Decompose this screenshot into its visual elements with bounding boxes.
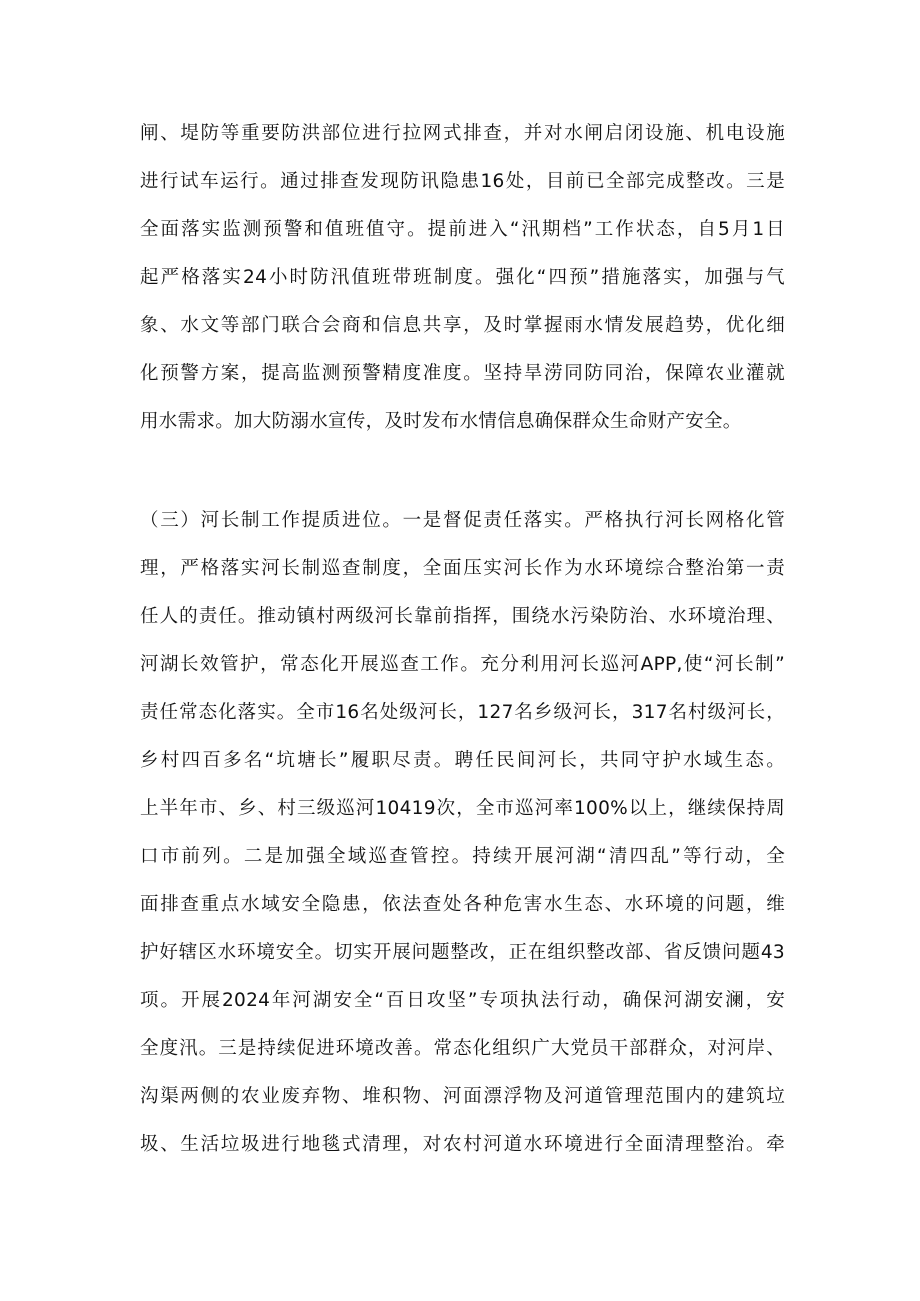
text-line: 进行试车运行。通过排查发现防讯隐患16处，目前已全部完成整改。三是	[140, 171, 785, 192]
text-line: 口市前列。二是加强全域巡查管控。持续开展河湖“清四乱”等行动，全	[140, 846, 785, 867]
text-line: 沟渠两侧的农业废弃物、堆积物、河面漂浮物及河道管理范围内的建筑垃	[140, 1086, 785, 1107]
paragraph-flood-prevention	[140, 110, 785, 446]
text-line: 责任常态化落实。全市16名处级河长，127名乡级河长，317名村级河长，	[140, 702, 785, 723]
text-line: 化预警方案，提高监测预警精度准度。坚持旱涝同防同治，保障农业灌就	[140, 363, 785, 384]
text-line: 理，严格落实河长制巡查制度，全面压实河长作为水环境综合整治第一责	[140, 558, 785, 579]
text-line: 起严格落实24小时防汛值班带班制度。强化“四预”措施落实，加强与气	[140, 267, 785, 288]
text-line: 护好辖区水环境安全。切实开展问题整改，正在组织整改部、省反馈问题43	[140, 942, 785, 963]
text-line: 闸、堤防等重要防洪部位进行拉网式排查，并对水闸启闭设施、机电设施	[140, 123, 785, 144]
text-line: 任人的责任。推动镇村两级河长靠前指挥，围绕水污染防治、水环境治理、	[140, 606, 785, 627]
text-line: 用水需求。加大防溺水宣传，及时发布水情信息确保群众生命财产安全。	[140, 411, 742, 432]
text-line: 面排查重点水域安全隐患，依法查处各种危害水生态、水环境的问题，维	[140, 894, 785, 915]
text-line: 乡村四百多名“坑塘长”履职尽责。聘任民间河长，共同守护水域生态。	[140, 750, 785, 771]
text-line: 上半年市、乡、村三级巡河10419次，全市巡河率100%以上，继续保持周	[140, 798, 785, 819]
text-line: （三）河长制工作提质进位。一是督促责任落实。严格执行河长网格化管	[140, 510, 785, 531]
paragraph-river-chief-system	[140, 497, 785, 1169]
text-line: 全度汛。三是持续促进环境改善。常态化组织广大党员干部群众，对河岸、	[140, 1038, 785, 1059]
text-line: 项。开展2024年河湖安全“百日攻坚”专项执法行动，确保河湖安澜，安	[140, 990, 785, 1011]
text-line: 全面落实监测预警和值班值守。提前进入“汛期档”工作状态，自5月1日	[140, 219, 785, 240]
text-line: 象、水文等部门联合会商和信息共享，及时掌握雨水情发展趋势，优化细	[140, 315, 785, 336]
text-line: 河湖长效管护，常态化开展巡查工作。充分利用河长巡河APP,使“河长制”	[140, 654, 785, 675]
text-line: 圾、生活垃圾进行地毯式清理，对农村河道水环境进行全面清理整治。牵	[140, 1134, 785, 1155]
